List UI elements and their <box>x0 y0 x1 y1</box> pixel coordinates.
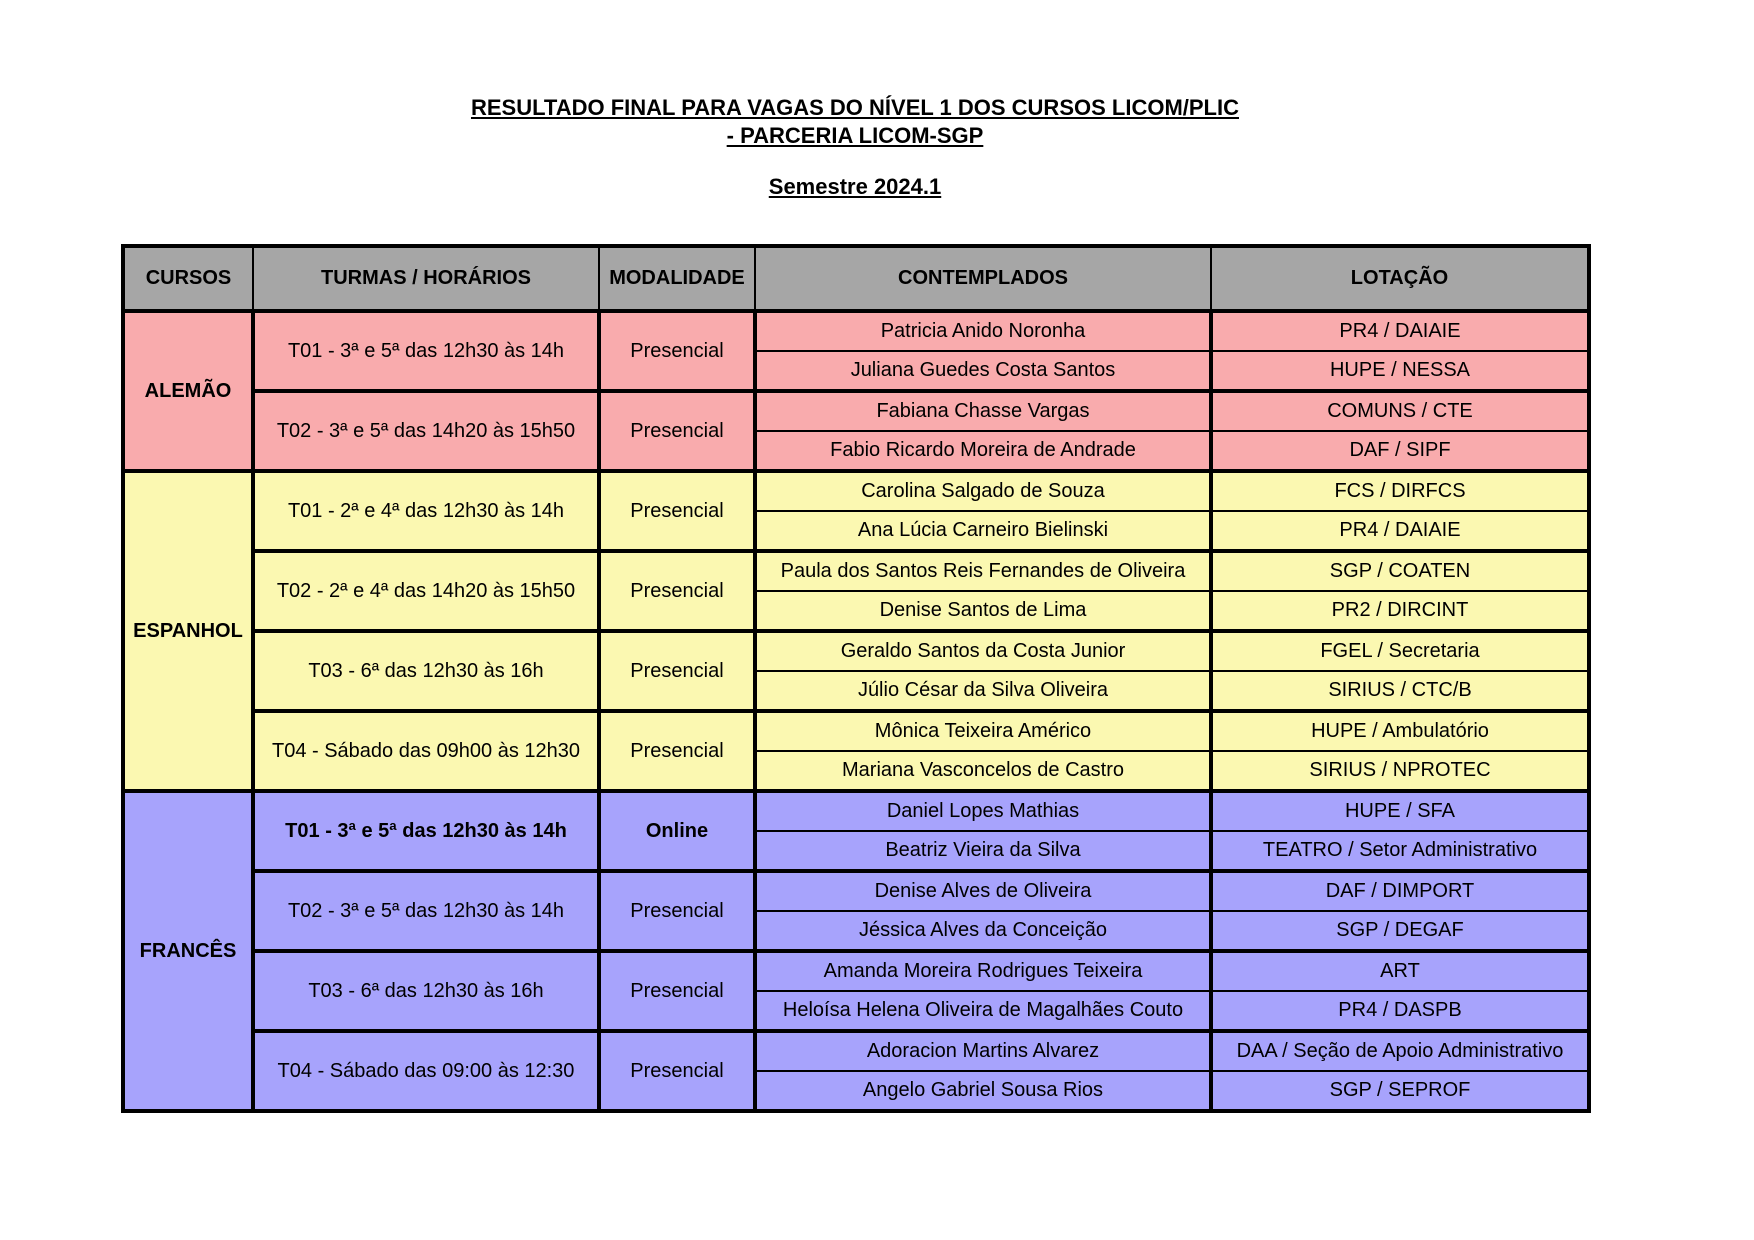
modalidade: Presencial <box>599 311 755 391</box>
contemplado-name: Júlio César da Silva Oliveira <box>755 671 1211 711</box>
lotacao: PR4 / DAIAIE <box>1211 311 1589 351</box>
contemplado-name: Patricia Anido Noronha <box>755 311 1211 351</box>
table-body <box>123 311 1589 1111</box>
table-row <box>123 711 1589 751</box>
header-lotacao: LOTAÇÃO <box>1211 246 1589 311</box>
turma-horario: T01 - 3ª e 5ª das 12h30 às 14h <box>253 791 599 871</box>
course-name-espanhol: ESPANHOL <box>123 471 253 791</box>
table-row <box>123 471 1589 511</box>
turma-horario: T03 - 6ª das 12h30 às 16h <box>253 631 599 711</box>
contemplado-name: Denise Santos de Lima <box>755 591 1211 631</box>
turma-horario: T04 - Sábado das 09h00 às 12h30 <box>253 711 599 791</box>
document-title-line2: - PARCERIA LICOM-SGP <box>726 123 984 148</box>
contemplado-name: Fabiana Chasse Vargas <box>755 391 1211 431</box>
turma-horario: T02 - 3ª e 5ª das 12h30 às 14h <box>253 871 599 951</box>
lotacao: FGEL / Secretaria <box>1211 631 1589 671</box>
lotacao: PR4 / DAIAIE <box>1211 511 1589 551</box>
header-modalidade: MODALIDADE <box>599 246 755 311</box>
header-contemplados: CONTEMPLADOS <box>755 246 1211 311</box>
document-title-line1: RESULTADO FINAL PARA VAGAS DO NÍVEL 1 DOS CURSOS LICOM/PLIC <box>470 95 1239 120</box>
contemplado-name: Carolina Salgado de Souza <box>755 471 1211 511</box>
contemplado-name: Juliana Guedes Costa Santos <box>755 351 1211 391</box>
lotacao: SIRIUS / CTC/B <box>1211 671 1589 711</box>
contemplado-name: Fabio Ricardo Moreira de Andrade <box>755 431 1211 471</box>
course-name-alemao: ALEMÃO <box>123 311 253 471</box>
modalidade: Presencial <box>599 871 755 951</box>
lotacao: SGP / SEPROF <box>1211 1071 1589 1111</box>
lotacao: ART <box>1211 951 1589 991</box>
lotacao: DAF / DIMPORT <box>1211 871 1589 911</box>
modalidade: Presencial <box>599 711 755 791</box>
table-row <box>123 871 1589 911</box>
lotacao: FCS / DIRFCS <box>1211 471 1589 511</box>
table-header-row <box>123 246 1589 311</box>
semester-label: Semestre 2024.1 <box>768 174 942 199</box>
turma-horario: T03 - 6ª das 12h30 às 16h <box>253 951 599 1031</box>
table-row <box>123 1031 1589 1071</box>
contemplado-name: Paula dos Santos Reis Fernandes de Oliveira <box>755 551 1211 591</box>
contemplado-name: Geraldo Santos da Costa Junior <box>755 631 1211 671</box>
modalidade: Presencial <box>599 1031 755 1111</box>
contemplado-name: Heloísa Helena Oliveira de Magalhães Couto <box>755 991 1211 1031</box>
results-table <box>121 244 1591 1113</box>
table-row <box>123 791 1589 831</box>
contemplado-name: Beatriz Vieira da Silva <box>755 831 1211 871</box>
modalidade: Presencial <box>599 391 755 471</box>
lotacao: SGP / DEGAF <box>1211 911 1589 951</box>
table-row <box>123 311 1589 351</box>
modalidade: Presencial <box>599 471 755 551</box>
contemplado-name: Adoracion Martins Alvarez <box>755 1031 1211 1071</box>
lotacao: PR2 / DIRCINT <box>1211 591 1589 631</box>
turma-horario: T01 - 3ª e 5ª das 12h30 às 14h <box>253 311 599 391</box>
lotacao: HUPE / Ambulatório <box>1211 711 1589 751</box>
table-row <box>123 631 1589 671</box>
modalidade: Presencial <box>599 631 755 711</box>
table-row <box>123 951 1589 991</box>
turma-horario: T01 - 2ª e 4ª das 12h30 às 14h <box>253 471 599 551</box>
contemplado-name: Mariana Vasconcelos de Castro <box>755 751 1211 791</box>
contemplado-name: Amanda Moreira Rodrigues Teixeira <box>755 951 1211 991</box>
header-turmas-horarios: TURMAS / HORÁRIOS <box>253 246 599 311</box>
contemplado-name: Angelo Gabriel Sousa Rios <box>755 1071 1211 1111</box>
lotacao: DAF / SIPF <box>1211 431 1589 471</box>
table-row <box>123 551 1589 591</box>
lotacao: PR4 / DASPB <box>1211 991 1589 1031</box>
contemplado-name: Mônica Teixeira Américo <box>755 711 1211 751</box>
lotacao: TEATRO / Setor Administrativo <box>1211 831 1589 871</box>
modalidade: Online <box>599 791 755 871</box>
turma-horario: T02 - 2ª e 4ª das 14h20 às 15h50 <box>253 551 599 631</box>
contemplado-name: Daniel Lopes Mathias <box>755 791 1211 831</box>
lotacao: HUPE / NESSA <box>1211 351 1589 391</box>
lotacao: HUPE / SFA <box>1211 791 1589 831</box>
lotacao: SGP / COATEN <box>1211 551 1589 591</box>
lotacao: SIRIUS / NPROTEC <box>1211 751 1589 791</box>
turma-horario: T02 - 3ª e 5ª das 14h20 às 15h50 <box>253 391 599 471</box>
course-name-frances: FRANCÊS <box>123 791 253 1111</box>
contemplado-name: Denise Alves de Oliveira <box>755 871 1211 911</box>
contemplado-name: Jéssica Alves da Conceição <box>755 911 1211 951</box>
contemplado-name: Ana Lúcia Carneiro Bielinski <box>755 511 1211 551</box>
modalidade: Presencial <box>599 951 755 1031</box>
table-row <box>123 391 1589 431</box>
turma-horario: T04 - Sábado das 09:00 às 12:30 <box>253 1031 599 1111</box>
lotacao: COMUNS / CTE <box>1211 391 1589 431</box>
header-cursos: CURSOS <box>123 246 253 311</box>
lotacao: DAA / Seção de Apoio Administrativo <box>1211 1031 1589 1071</box>
modalidade: Presencial <box>599 551 755 631</box>
